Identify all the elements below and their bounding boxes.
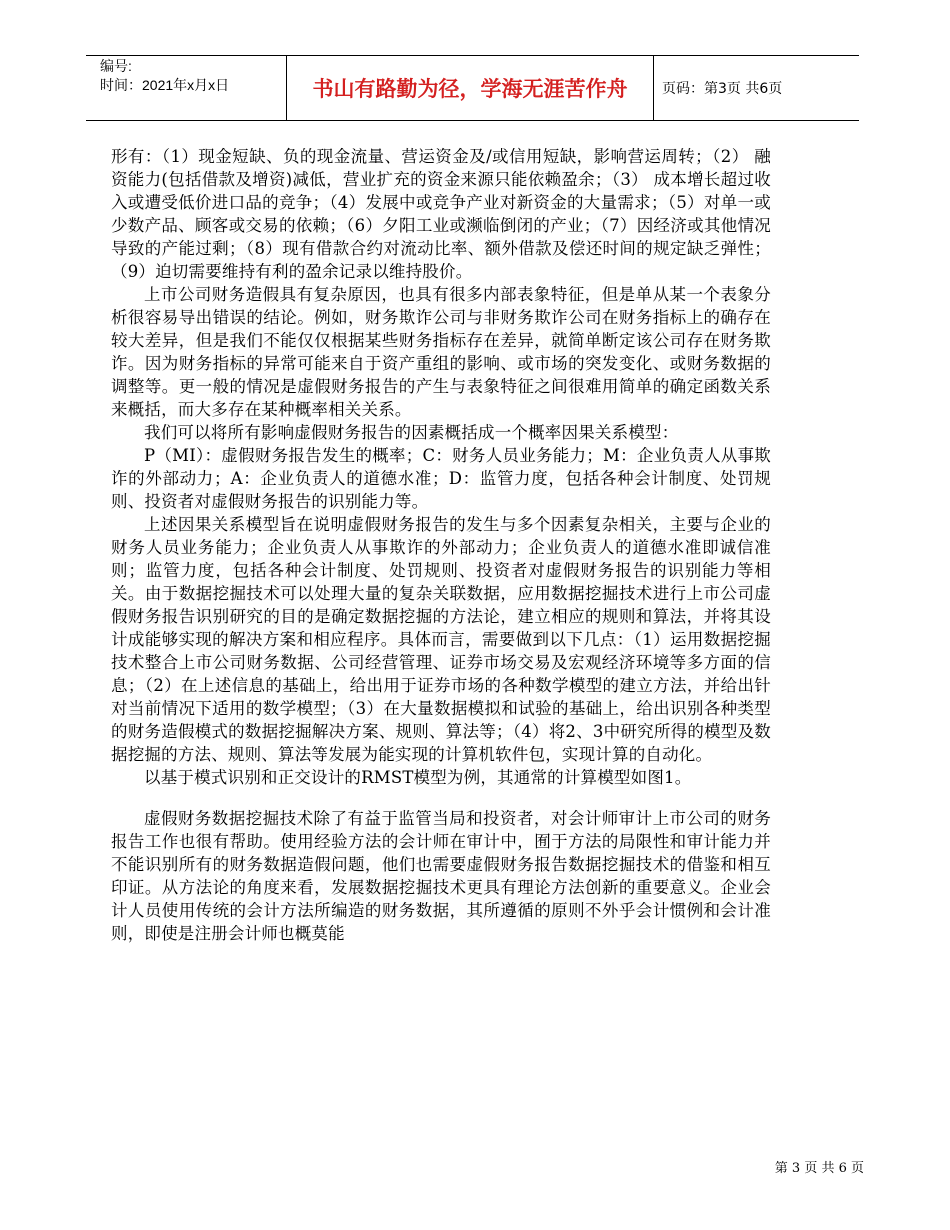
- paragraph-rmst-example: 以基于模式识别和正交设计的RMST模型为例，其通常的计算模型如图1。: [144, 768, 692, 787]
- header-number-label: 编号:: [100, 58, 132, 74]
- document-body: [111, 145, 771, 945]
- paragraph-model-variables: P（MI）：虚假财务报告发生的概率；C：财务人员业务能力；M：企业负责人从事欺诈的外部动力；A：企业负责人的道德水准；D：监管力度，包括各种会计制度、处罚规则、投资者对虚假财务报告的识别能力等。: [111, 446, 771, 511]
- paragraph-auditor-benefit: 虚假财务数据挖掘技术除了有益于监管当局和投资者，对会计师审计上市公司的财务报告工作也很有帮助。使用经验方法的会计师在审计中，囿于方法的局限性和审计能力并不能识别所有的财务数据造假问题，他们也需要虚假财务报告数据挖掘技术的借鉴和相互印证。从方法论的角度来看，发展数据挖掘技术更具有理论方法创新的重要意义。企业会计人员使用传统的会计方法所编造的财务数据，其所遵循的原则不外乎会计惯例和会计准则，即使是注册会计师也概莫能: [111, 809, 771, 943]
- page-footer: 第 3 页 共 6 页: [774, 1161, 864, 1176]
- page-header: [86, 55, 859, 121]
- header-bottom-rule: [86, 120, 859, 121]
- header-page-info: 页码：第3页 共6页: [662, 81, 783, 97]
- paragraph-data-mining: 上述因果关系模型旨在说明虚假财务报告的发生与多个因素复杂相关，主要与企业的财务人员业务能力；企业负责人从事欺诈的外部动力；企业负责人的道德水准即诚信准则；监管力度，包括各种会计制度、处罚规则、投资者对虚假财务报告的识别能力等相关。由于数据挖掘技术可以处理大量的复杂关联数据，应用数据挖掘技术进行上市公司虚假财务报告识别研究的目的是确定数据挖掘的方法论，建立相应的规则和算法，并将其设计成能够实现的解决方案和相应程序。具体而言，需要做到以下几点：（1）运用数据挖掘技术整合上市公司财务数据、公司经营管理、证券市场交易及宏观经济环境等多方面的信息；（2）在上述信息的基础上，给出用于证券市场的各种数学模型的建立方法，并给出针对当前情况下适用的数学模型；（3）在大量数据模拟和试验的基础上，给出识别各种类型的财务造假模式的数据挖掘解决方案、规则、算法等；（4）将2、3中研究所得的模型及数据挖掘的方法、规则、算法等发展为能实现的计算机软件包，实现计算的自动化。: [111, 515, 771, 764]
- header-motto: 书山有路勤为径，学海无涯苦作舟: [312, 77, 628, 101]
- paragraph-fraud-causes: 上市公司财务造假具有复杂原因，也具有很多内部表象特征，但是单从某一个表象分析很容易导出错误的结论。例如，财务欺诈公司与非财务欺诈公司在财务指标上的确存在较大差异，但是我们不能仅仅根据某些财务指标存在差异，就简单断定该公司存在财务欺诈。因为财务指标的异常可能来自于资产重组的影响、或市场的突发变化、或财务数据的调整等。更一般的情况是虚假财务报告的产生与表象特征之间很难用简单的确定函数关系来概括，而大多存在某种概率相关关系。: [111, 285, 771, 419]
- header-time-label: 时间：2021年x月x日: [100, 77, 230, 93]
- paragraph-model-intro: 我们可以将所有影响虚假财务报告的因素概括成一个概率因果关系模型：: [144, 423, 679, 442]
- header-meta: [86, 55, 286, 121]
- paragraph-risk-factors: 形有：（1）现金短缺、负的现金流量、营运资金及/或信用短缺，影响营运周转；（2） 融资能力(包括借款及增资)减低，营业扩充的资金来源只能依赖盈余；（3） 成本增长超过收入或遭受低价进口品的竞争；（4）发展中或竞争产业对新资金的大量需求；（5）对单一或少数产品、顾客或交易的依赖；（6）夕阳工业或濒临倒闭的产业；（7）因经济或其他情况导致的产能过剩；（8）现有借款合约对流动比率、额外借款及偿还时间的规定缺乏弹性；（9）迫切需要维持有利的盈余记录以维持股价。: [111, 147, 771, 281]
